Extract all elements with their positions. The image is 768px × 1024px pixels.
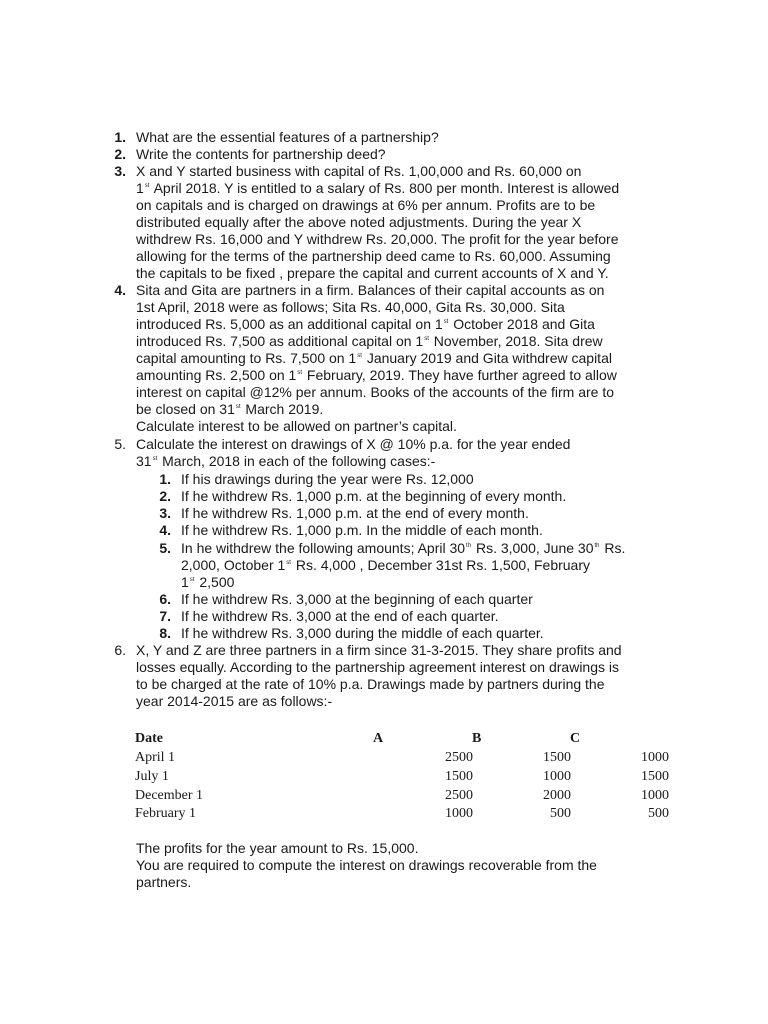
table-cell-date: April 1	[135, 750, 176, 765]
case-text: If he withdrew Rs. 3,000 at the end of each quarter.	[181, 608, 499, 624]
q3-line: on capitals and is charged on drawings at 6% per annum. Profits are to be	[136, 197, 596, 213]
footer-line: The profits for the year amount to Rs. 15,000.	[136, 840, 419, 856]
case-text: If he withdrew Rs. 1,000 p.m. at the end of every month.	[181, 505, 529, 521]
q6-line: year 2014-2015 are as follows:-	[136, 693, 333, 709]
footer-line: partners.	[136, 874, 192, 890]
q3-line: allowing for the terms of the partnership deed came to Rs. 60,000. Assuming	[136, 248, 611, 264]
q5-line: 31st March, 2018 in each of the following cases:-	[136, 453, 436, 469]
q3-line: withdrew Rs. 16,000 and Y withdrew Rs. 20,000. The profit for the year before	[136, 231, 619, 247]
case-text: 1st 2,500	[181, 574, 235, 590]
q1-text: What are the essential features of a partnership?	[136, 129, 439, 145]
table-cell-date: July 1	[135, 769, 169, 784]
table-cell-a: 2500	[445, 788, 473, 803]
case-number: 7.	[159, 608, 171, 624]
case-text: If his drawings during the year were Rs. 12,000	[181, 471, 474, 487]
q3-line: distributed equally after the above noted adjustments. During the year X	[136, 214, 582, 230]
q4-number: 4.	[114, 282, 126, 298]
q4-line: Calculate interest to be allowed on partner’s capital.	[136, 418, 457, 434]
case-text: If he withdrew Rs. 3,000 during the middle of each quarter.	[181, 625, 544, 641]
table-cell-c: 1000	[641, 750, 669, 765]
table-cell-c: 500	[648, 806, 669, 821]
q4-line: be closed on 31st March 2019.	[136, 401, 324, 417]
q6-line: to be charged at the rate of 10% p.a. Drawings made by partners during the	[136, 676, 605, 692]
case-number: 8.	[159, 625, 171, 641]
q4-line: interest on capital @12% per annum. Books of the accounts of the firm are to	[136, 384, 615, 400]
q6-number: 6.	[114, 642, 126, 658]
case-text: If he withdrew Rs. 3,000 at the beginning of each quarter	[181, 591, 533, 607]
table-cell-a: 1000	[445, 806, 473, 821]
q3-number: 3.	[114, 163, 126, 179]
table-cell-a: 1500	[445, 769, 473, 784]
table-cell-b: 2000	[543, 788, 571, 803]
case-number: 4.	[159, 522, 171, 538]
case-number: 5.	[159, 540, 171, 556]
table-cell-date: February 1	[135, 806, 197, 821]
q4-line: introduced Rs. 5,000 as an additional capital on 1st October 2018 and Gita	[136, 316, 595, 332]
q6-line: losses equally. According to the partnership agreement interest on drawings is	[136, 659, 620, 675]
q3-line: X and Y started business with capital of Rs. 1,00,000 and Rs. 60,000 on	[136, 163, 582, 179]
table-cell-c: 1000	[641, 788, 669, 803]
case-text: If he withdrew Rs. 1,000 p.m. In the middle of each month.	[181, 522, 543, 538]
case-number: 6.	[159, 591, 171, 607]
q4-line: amounting Rs. 2,500 on 1st February, 2019. They have further agreed to allow	[136, 367, 617, 383]
case-number: 1.	[159, 471, 171, 487]
case-text: In he withdrew the following amounts; April 30th Rs. 3,000, June 30th Rs.	[181, 540, 626, 556]
q5-line: Calculate the interest on drawings of X @ 10% p.a. for the year ended	[136, 436, 571, 452]
table-cell-b: 1500	[543, 750, 571, 765]
table-header-a: A	[373, 731, 384, 746]
case-text: 2,000, October 1st Rs. 4,000 , December 31st Rs. 1,500, February	[181, 557, 590, 573]
q3-line: 1st April 2018. Y is entitled to a salary of Rs. 800 per month. Interest is allowed	[136, 180, 620, 196]
q4-line: 1st April, 2018 were as follows; Sita Rs. 40,000, Gita Rs. 30,000. Sita	[136, 299, 565, 315]
case-number: 2.	[159, 488, 171, 504]
q3-line: the capitals to be fixed , prepare the capital and current accounts of X and Y.	[136, 265, 609, 281]
q6-line: X, Y and Z are three partners in a firm since 31-3-2015. They share profits and	[136, 642, 622, 658]
case-text: If he withdrew Rs. 1,000 p.m. at the beginning of every month.	[181, 488, 567, 504]
table-cell-b: 1000	[543, 769, 571, 784]
q2-text: Write the contents for partnership deed?	[136, 146, 386, 162]
q5-number: 5.	[114, 436, 126, 452]
table-cell-date: December 1	[135, 788, 204, 803]
table-header-c: C	[570, 731, 581, 746]
table-cell-a: 2500	[445, 750, 473, 765]
table-cell-c: 1500	[641, 769, 669, 784]
footer-line: You are required to compute the interest on drawings recoverable from the	[136, 857, 597, 873]
q2-number: 2.	[114, 146, 126, 162]
table-header-b: B	[472, 731, 482, 746]
q4-line: capital amounting to Rs. 7,500 on 1st January 2019 and Gita withdrew capital	[136, 350, 612, 366]
case-number: 3.	[159, 505, 171, 521]
q4-line: introduced Rs. 7,500 as additional capital on 1st November, 2018. Sita drew	[136, 333, 603, 349]
table-cell-b: 500	[550, 806, 571, 821]
q4-line: Sita and Gita are partners in a firm. Balances of their capital accounts as on	[136, 282, 605, 298]
q1-number: 1.	[114, 129, 126, 145]
table-header-date: Date	[135, 731, 163, 746]
